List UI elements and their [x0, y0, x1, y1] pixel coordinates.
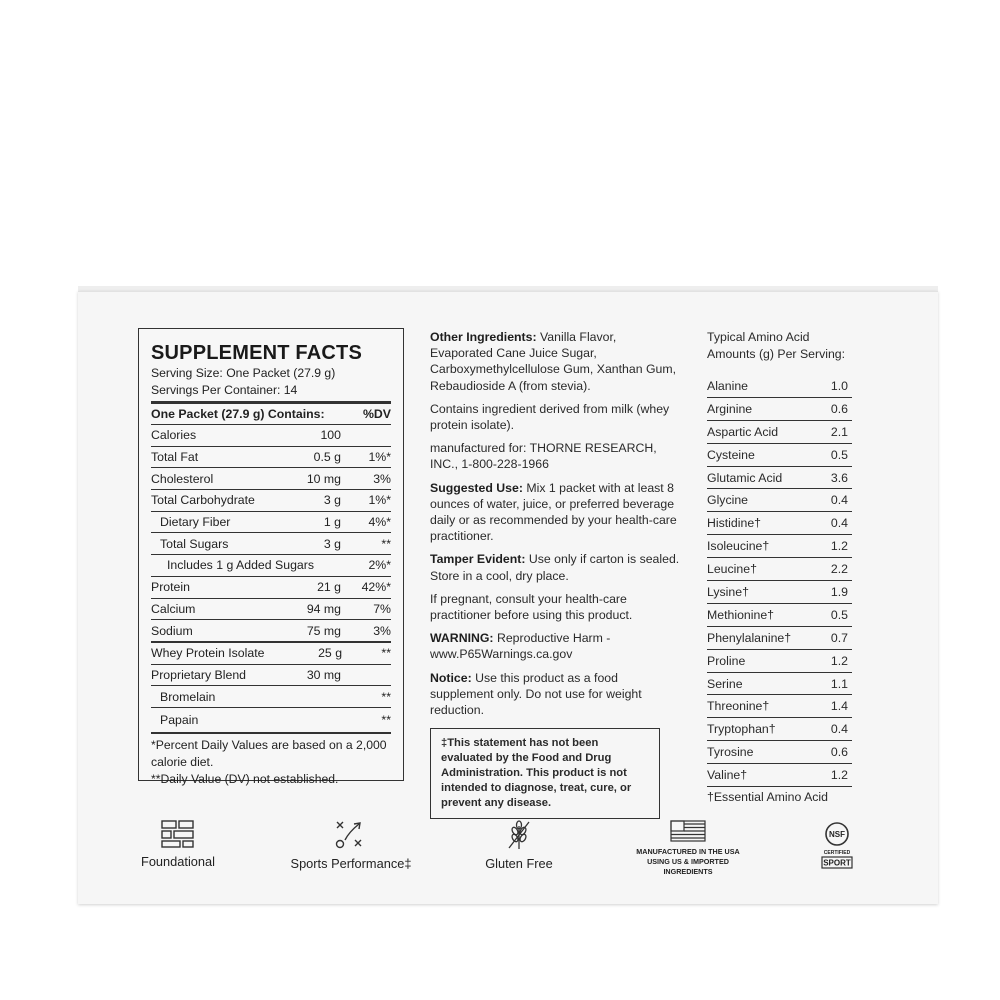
amino-name: Arginine — [707, 401, 753, 416]
manufacturer-info: manufactured for: THORNE RESEARCH, INC., 1-800-228-1966 — [430, 441, 657, 472]
gluten-free-label: Gluten Free — [485, 856, 553, 871]
amino-row — [707, 488, 852, 511]
amino-name: Serine — [707, 676, 743, 691]
notice-text: Use this product as a food supplement only. Do not use for weight reduction. — [430, 670, 642, 718]
facts-row — [151, 490, 391, 512]
tamper-label: Tamper Evident: — [430, 552, 526, 567]
nutrient-dv: ** — [381, 712, 391, 727]
amino-value: 1.2 — [830, 653, 848, 668]
nutrient-name: Papain — [160, 712, 199, 727]
usa-badge — [624, 820, 752, 877]
tamper-evident — [430, 551, 682, 583]
nutrient-name: Proprietary Blend — [151, 667, 247, 682]
facts-row — [151, 468, 391, 490]
amino-row — [707, 557, 852, 580]
facts-row — [151, 665, 391, 687]
facts-title: SUPPLEMENT FACTS — [151, 342, 362, 364]
amino-row — [707, 763, 852, 786]
amino-name: Cysteine — [707, 447, 755, 462]
facts-row — [151, 708, 391, 732]
nutrient-dv: ** — [381, 646, 391, 661]
amino-row — [707, 580, 852, 603]
nutrient-amount: 21 g — [317, 580, 341, 595]
facts-row — [151, 512, 391, 534]
other-ingredients — [430, 329, 682, 394]
amino-row — [707, 397, 852, 420]
suggested-use-label: Suggested Use: — [430, 480, 523, 495]
facts-row — [151, 620, 391, 643]
nutrient-dv: 1%* — [368, 450, 391, 465]
nutrient-dv: 2%* — [368, 558, 391, 573]
amino-value: 0.5 — [830, 447, 848, 462]
serving-size: Serving Size: One Packet (27.9 g) — [151, 366, 336, 380]
warning-text: Reproductive Harm - www.P65Warnings.ca.gov — [430, 631, 611, 662]
facts-row — [151, 447, 391, 469]
dv-not-established-footnote: **Daily Value (DV) not established. — [151, 771, 339, 786]
sports-play-icon — [335, 820, 367, 850]
amino-value: 0.5 — [830, 607, 848, 622]
suggested-use — [430, 480, 682, 545]
nutrient-amount: 10 mg — [306, 471, 341, 486]
nutrient-amount: 25 g — [318, 646, 343, 661]
amino-value: 1.4 — [830, 699, 848, 714]
nutrient-name: Bromelain — [160, 689, 216, 704]
amino-row — [707, 466, 852, 489]
warning-label: WARNING: — [430, 631, 494, 646]
amino-value: 0.4 — [830, 516, 848, 531]
sports-badge — [288, 820, 414, 871]
amino-row — [707, 420, 852, 443]
amino-name: Tyrosine — [707, 745, 754, 760]
svg-text:NSF: NSF — [829, 830, 845, 839]
svg-text:SPORT: SPORT — [823, 858, 851, 868]
amino-row — [707, 672, 852, 695]
amino-row — [707, 740, 852, 763]
nutrient-amount: 3 g — [323, 536, 341, 551]
amino-row — [707, 603, 852, 626]
ingredients-column — [430, 329, 682, 819]
nutrient-amount: 94 mg — [306, 601, 341, 616]
amino-name: Proline — [707, 653, 746, 668]
usa-label-line1: MANUFACTURED IN THE USA — [636, 847, 740, 856]
nutrient-name: Calories — [151, 428, 197, 443]
facts-header-name: One Packet (27.9 g) Contains: — [151, 407, 325, 421]
amino-name: Alanine — [707, 378, 749, 393]
foundational-label: Foundational — [141, 854, 215, 869]
nutrient-amount: 100 — [320, 428, 341, 443]
nsf-logo-icon — [821, 822, 853, 870]
tamper-text: Use only if carton is sealed. Store in a cool, dry place. — [430, 552, 680, 583]
nutrient-amount: 75 mg — [306, 623, 341, 638]
amino-value: 1.2 — [830, 768, 848, 783]
nutrient-dv: 3% — [373, 471, 391, 486]
amino-name: Lysine† — [707, 584, 749, 599]
us-flag-icon — [670, 820, 706, 842]
amino-value: 1.0 — [830, 378, 848, 393]
amino-name: Methionine† — [707, 607, 774, 622]
amino-value: 0.7 — [830, 630, 848, 645]
amino-value: 1.9 — [830, 584, 848, 599]
pregnancy-warning: If pregnant, consult your health-care practitioner before using this product. — [430, 591, 633, 623]
usa-label — [624, 847, 752, 877]
nutrient-dv: 4%* — [368, 515, 391, 530]
sports-label: Sports Performance‡ — [290, 856, 412, 871]
fda-disclaimer: ‡This statement has not been evaluated by the Food and Drug Administration. This product is not intended to diagnose, treat, cure, or prevent any disease. — [430, 728, 660, 819]
supplement-facts-panel — [138, 328, 404, 786]
amino-name: Glutamic Acid — [707, 470, 783, 485]
facts-row — [151, 686, 391, 708]
amino-name: Threonine† — [707, 699, 770, 714]
amino-row — [707, 626, 852, 649]
amino-row — [707, 694, 852, 717]
other-ingredients-text: Vanilla Flavor, Evaporated Cane Juice Sugar, Carboxymethylcellulose Gum, Xanthan Gum, Rebaudioside A (from stevia). — [430, 330, 677, 393]
amino-value: 2.1 — [830, 424, 848, 439]
nutrient-dv: 7% — [373, 601, 391, 616]
nutrient-amount: 3 g — [323, 493, 341, 508]
nutrient-amount: 0.5 g — [313, 450, 341, 465]
facts-row — [151, 643, 391, 665]
prop65-warning — [430, 630, 682, 662]
facts-row — [151, 555, 391, 577]
amino-name: Aspartic Acid — [707, 424, 779, 439]
milk-allergen: Contains ingredient derived from milk (whey protein isolate). — [430, 401, 670, 433]
facts-row — [151, 577, 391, 599]
nutrient-name: Sodium — [151, 623, 193, 638]
nutrient-dv: ** — [381, 536, 391, 551]
amino-row — [707, 649, 852, 672]
notice-label: Notice: — [430, 670, 472, 685]
nutrient-amount: 1 g — [323, 515, 341, 530]
nutrient-name: Total Carbohydrate — [151, 493, 255, 508]
nutrient-dv: 3% — [373, 623, 391, 638]
gluten-free-badge — [484, 820, 554, 871]
nutrient-name: Includes 1 g Added Sugars — [167, 558, 314, 573]
amino-row — [707, 717, 852, 740]
amino-name: Valine† — [707, 768, 748, 783]
servings-per-container: Servings Per Container: 14 — [151, 383, 298, 397]
gluten-free-icon — [507, 820, 531, 850]
facts-row — [151, 599, 391, 621]
amino-title: Typical Amino Acid Amounts (g) Per Serving: — [707, 330, 846, 361]
usa-label-line2: USING US & IMPORTED INGREDIENTS — [647, 857, 729, 876]
amino-name: Glycine — [707, 493, 749, 508]
facts-row — [151, 533, 391, 555]
amino-name: Histidine† — [707, 516, 761, 531]
essential-amino-footnote: †Essential Amino Acid — [707, 786, 852, 804]
amino-value: 3.6 — [830, 470, 848, 485]
amino-value: 1.1 — [830, 676, 848, 691]
amino-value: 0.4 — [830, 493, 848, 508]
amino-acid-table — [707, 329, 852, 804]
nutrient-name: Protein — [151, 580, 190, 595]
amino-value: 1.2 — [830, 539, 848, 554]
notice — [430, 670, 682, 719]
amino-value: 0.6 — [830, 401, 848, 416]
amino-row — [707, 511, 852, 534]
facts-header-row — [151, 404, 391, 425]
nutrient-amount: 30 mg — [306, 667, 341, 682]
amino-name: Leucine† — [707, 562, 757, 577]
nutrient-name: Calcium — [151, 601, 196, 616]
nutrient-name: Total Sugars — [160, 536, 229, 551]
amino-row — [707, 443, 852, 466]
nutrient-name: Dietary Fiber — [160, 515, 231, 530]
nutrient-name: Cholesterol — [151, 471, 214, 486]
other-ingredients-label: Other Ingredients: — [430, 330, 537, 344]
amino-name: Tryptophan† — [707, 722, 776, 737]
dv-footnote: *Percent Daily Values are based on a 2,000 calorie diet. — [151, 737, 387, 769]
svg-text:CERTIFIED: CERTIFIED — [823, 850, 851, 856]
facts-footnotes — [151, 732, 391, 788]
nutrient-dv: 42%* — [361, 580, 391, 595]
amino-value: 0.4 — [830, 722, 848, 737]
facts-row — [151, 425, 391, 447]
nutrient-dv: 1%* — [368, 493, 391, 508]
foundational-badge — [138, 820, 218, 869]
nsf-certified-badge — [820, 822, 854, 870]
amino-value: 0.6 — [830, 745, 848, 760]
amino-value: 2.2 — [830, 562, 848, 577]
nutrient-dv: ** — [381, 689, 391, 704]
facts-header-dv: %DV — [362, 407, 391, 421]
suggested-use-text: Mix 1 packet with at least 8 ounces of water, juice, or preferred beverage daily or as recommended by your health-care practitioner. — [430, 480, 677, 544]
amino-rows — [707, 375, 852, 786]
amino-row — [707, 534, 852, 557]
amino-name: Isoleucine† — [707, 539, 770, 554]
foundational-icon — [161, 820, 195, 848]
nutrient-name: Whey Protein Isolate — [151, 646, 265, 661]
amino-name: Phenylalanine† — [707, 630, 792, 645]
amino-row — [707, 375, 852, 397]
nutrient-name: Total Fat — [151, 450, 199, 465]
